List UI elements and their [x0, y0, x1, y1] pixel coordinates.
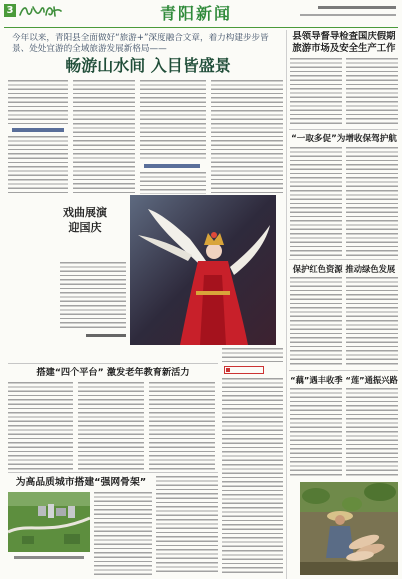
aerial-photo-caption [14, 556, 84, 559]
section-rule [8, 363, 218, 364]
income-headline: “一取多促”为增收保驾护航 [291, 134, 397, 144]
elderly-education-body-1 [8, 382, 73, 470]
network-body-1 [94, 492, 152, 575]
editor-credits-line [300, 14, 396, 16]
income-body-2 [346, 147, 398, 257]
farmer-head [335, 515, 345, 525]
farmer-body [326, 526, 354, 558]
column-tag [224, 366, 264, 374]
opera-photo [130, 195, 276, 345]
section-title: 青阳新闻 [160, 4, 233, 23]
costume-panel [200, 275, 226, 345]
lead-body-col-2 [73, 80, 135, 194]
headdress-jewel [211, 232, 217, 238]
network-headline: 为高品质城市搭建“强网骨架” [15, 477, 147, 488]
income-body-1 [290, 147, 342, 257]
costume-belt [196, 291, 230, 295]
mid-column-body [222, 378, 283, 575]
newspaper-logo [18, 3, 62, 19]
section-rule [289, 129, 398, 130]
photo-caption-title [46, 205, 124, 239]
lead-title: 畅游山水间 入目皆盛景 [65, 56, 231, 75]
lotus-headline: “藕”遇丰收季 “莲”通振兴路 [290, 375, 398, 385]
section-rule [289, 370, 398, 371]
page-number: 3 [4, 4, 16, 17]
performer-face [206, 243, 222, 259]
lead-subtitle: 今年以来，青阳县全面做好“旅游+”深度融合文章，着力构建步步皆景、处处宜游的全域旅游发展新格局—— [12, 33, 269, 54]
photo-caption-body [60, 262, 126, 328]
section-rule [8, 472, 218, 473]
lead-body-col-1 [8, 80, 68, 124]
lead-body-col-4 [211, 80, 283, 194]
column-divider [286, 30, 287, 579]
photo-caption-line-2: 迎国庆 [68, 221, 102, 234]
lead-body-col-1b [8, 136, 68, 194]
lead-subhead-2 [144, 164, 200, 168]
issue-date-line [318, 6, 396, 9]
inspection-body-1 [290, 58, 342, 126]
elderly-education-headline: 搭建“四个平台” 激发老年教育新活力 [36, 367, 190, 378]
red-resources-headline: 保护红色资源 推动绿色发展 [292, 264, 396, 274]
mid-column-body-top [222, 348, 283, 362]
lead-body-col-3 [140, 80, 206, 160]
photo-credit-line [86, 334, 126, 337]
lead-body-col-3b [140, 172, 206, 194]
red-resources-body-2 [346, 277, 398, 367]
section-rule [289, 259, 398, 260]
aerial-city-photo [8, 492, 90, 552]
elderly-education-body-2 [78, 382, 144, 470]
lotus-body-1 [290, 388, 342, 478]
lotus-harvest-photo [300, 482, 398, 575]
photo-caption-line-1: 戏曲展演 [63, 206, 107, 219]
inspection-headline: 县领导督导检查国庆假期旅游市场及安全生产工作 [292, 31, 396, 54]
red-resources-body-1 [290, 277, 342, 367]
elderly-education-body-3 [149, 382, 215, 470]
inspection-body-2 [346, 58, 398, 126]
header-rule [4, 27, 398, 28]
lotus-body-2 [346, 388, 398, 478]
network-body-2 [156, 476, 218, 575]
lead-subhead-1 [12, 128, 64, 132]
